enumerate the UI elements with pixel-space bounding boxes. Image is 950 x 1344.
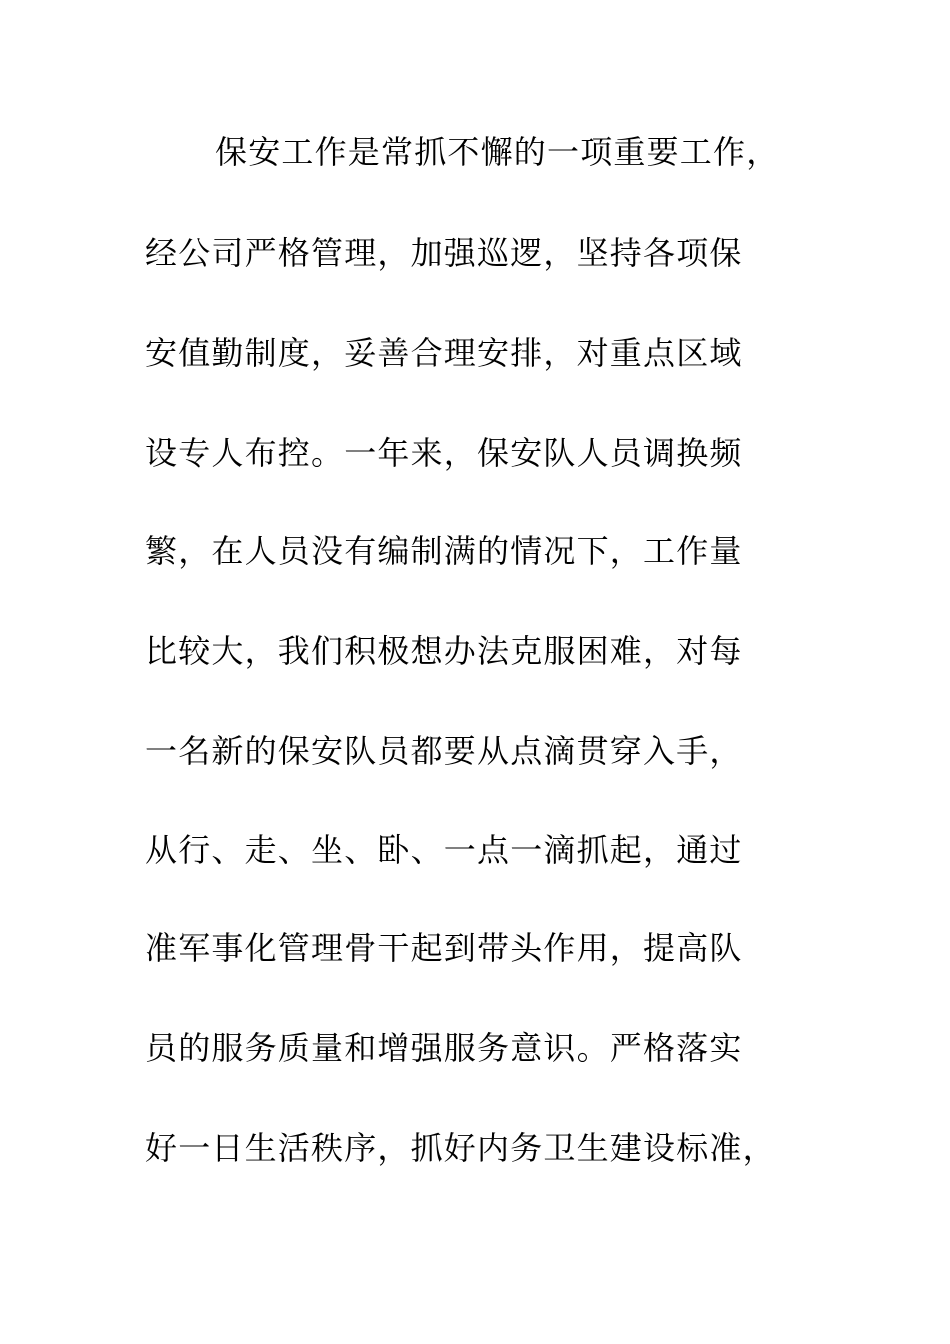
paragraph-line-5: 繁，在人员没有编制满的情况下，工作量 [145, 532, 743, 570]
paragraph-line-2: 经公司严格管理，加强巡逻，坚持各项保 [145, 234, 743, 272]
paragraph-line-7: 一名新的保安队员都要从点滴贯穿入手， [145, 732, 743, 770]
paragraph-line-10: 员的服务质量和增强服务意识。严格落实 [145, 1029, 743, 1067]
paragraph-line-3: 安值勤制度，妥善合理安排，对重点区域 [145, 334, 743, 372]
paragraph-line-6: 比较大，我们积极想办法克服困难，对每 [145, 632, 743, 670]
paragraph-line-8: 从行、走、坐、卧、一点一滴抓起，通过 [145, 831, 743, 869]
paragraph-line-1: 保安工作是常抓不懈的一项重要工作， [215, 133, 780, 171]
paragraph-line-9: 准军事化管理骨干起到带头作用，提高队 [145, 929, 743, 967]
paragraph-line-11: 好一日生活秩序，抓好内务卫生建设标准， [145, 1129, 776, 1167]
paragraph-line-4: 设专人布控。一年来，保安队人员调换频 [145, 434, 743, 472]
